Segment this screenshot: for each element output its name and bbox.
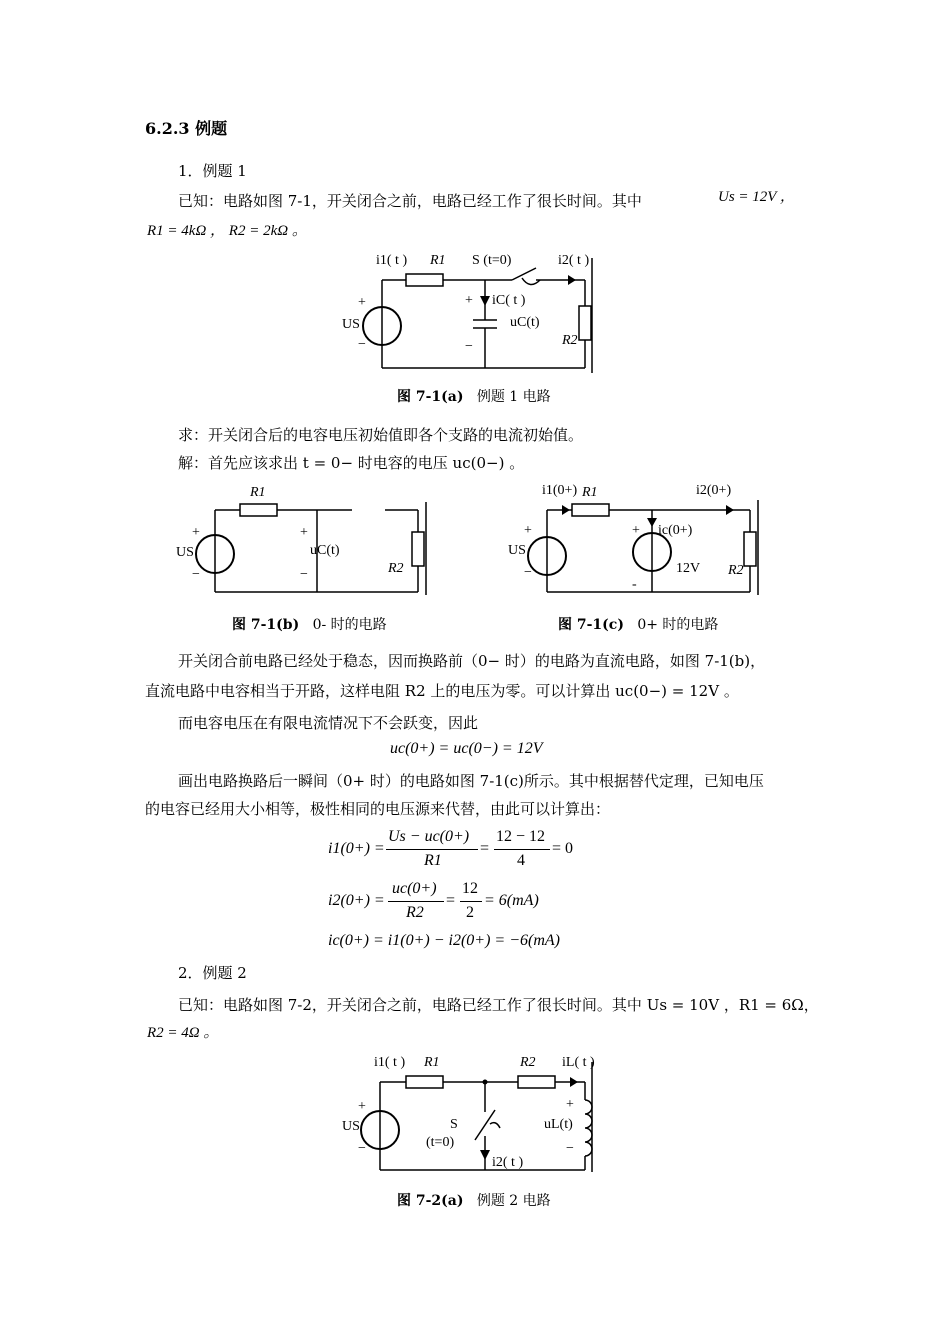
label-plus-l: + (566, 1097, 574, 1112)
label-minus-l: − (566, 1141, 574, 1156)
label-minus-c: − (300, 567, 308, 582)
label-us: US (342, 317, 360, 332)
label-uct: uC(t) (510, 315, 540, 330)
equation-i1-res: = 0 (552, 840, 574, 857)
figure-7-1c (502, 478, 772, 598)
example1-label: 1．例题 1 (178, 162, 247, 180)
label-i1t: i1( t ) (376, 253, 408, 268)
label-us: US (508, 543, 526, 558)
label-plus: + (358, 295, 366, 310)
label-r2: R2 (388, 561, 404, 576)
label-switch: S (t=0) (472, 253, 512, 268)
equals-i1: = (480, 840, 490, 857)
label-plus: + (524, 523, 532, 538)
label-minus: − (358, 1141, 366, 1156)
label-us: US (176, 545, 194, 560)
paragraph-3-line1: 画出电路换路后一瞬间（0+ 时）的电路如图 7-1(c)所示。其中根据替代定理，已知电压 (178, 772, 764, 790)
label-r2: R2 (520, 1055, 536, 1070)
figure-7-1a (330, 248, 610, 373)
paragraph-3-line2: 的电容已经用大小相等，极性相同的电压源来代替，由此可以计算出： (145, 800, 611, 818)
figure-7-1a-caption: 图 7-1(a) 例题 1 电路 (397, 389, 551, 405)
label-t0: (t=0) (426, 1135, 455, 1150)
equation-i2-lhs: i2(0+) = (328, 892, 385, 909)
equation-ic: ic(0+) = i1(0+) − i2(0+) = −6(mA) (328, 932, 560, 949)
example2-known-line1: 已知：电路如图 7-2，开关闭合之前，电路已经工作了很长时间。其中 Us = 10V ，R1 = 6Ω， (178, 996, 819, 1014)
equation-i2-num2: 12 (462, 880, 478, 897)
label-plus: + (192, 525, 200, 540)
label-minus: − (358, 337, 366, 352)
example1-known: 已知：电路如图 7-1，开关闭合之前，电路已经工作了很长时间。其中 (178, 192, 642, 210)
fraction-bar-i2 (388, 901, 444, 902)
label-r1: R1 (430, 253, 446, 268)
label-r1: R1 (582, 485, 598, 500)
paragraph-1-line2: 直流电路中电容相当于开路，这样电阻 R2 上的电压为零。可以计算出 uc(0−) = 12V 。 (145, 682, 739, 700)
label-ic-0p: ic(0+) (658, 523, 693, 538)
label-uct: uC(t) (310, 543, 340, 558)
label-r1: R1 (250, 485, 266, 500)
fraction-bar-i1b (494, 849, 550, 850)
label-minus: − (524, 565, 532, 580)
example2-known-line2: R2 = 4Ω 。 (147, 1025, 219, 1041)
equation-i1-num2: 12 − 12 (496, 828, 546, 845)
label-minus-c: − (465, 339, 473, 354)
equation-i2-den2: 2 (466, 904, 474, 921)
label-plus-c: + (632, 523, 640, 538)
example1-question: 求：开关闭合后的电容电压初始值即各个支路的电流初始值。 (178, 426, 584, 444)
equation-i1-den2: 4 (517, 852, 525, 869)
paragraph-2: 而电容电压在有限电流情况下不会跃变，因此 (178, 714, 479, 732)
figure-7-1b-caption: 图 7-1(b) 0- 时的电路 (232, 617, 387, 633)
label-i2t: i2( t ) (558, 253, 590, 268)
label-i1t: i1( t ) (374, 1055, 406, 1070)
example1-r-values: R1 = 4kΩ ， R2 = 2kΩ 。 (147, 223, 307, 239)
fraction-bar-i1 (386, 849, 478, 850)
figure-7-1c-caption: 图 7-1(c) 0+ 时的电路 (558, 617, 719, 633)
equation-i2-res: = 6(mA) (484, 892, 539, 909)
label-plus-c: + (300, 525, 308, 540)
label-minus: − (192, 567, 200, 582)
label-plus: + (358, 1099, 366, 1114)
example1-us: Us = 12V ， (718, 189, 795, 205)
fraction-bar-i2b (460, 901, 482, 902)
label-plus-c: + (465, 293, 473, 308)
label-i1-0p: i1(0+) (542, 483, 578, 498)
example1-solution-intro: 解：首先应该求出 t = 0− 时电容的电压 uc(0−) 。 (178, 454, 525, 472)
label-r2: R2 (728, 563, 744, 578)
equation-i2-den: R2 (406, 904, 424, 921)
label-ict: iC( t ) (492, 293, 526, 308)
equation-i1-den: R1 (424, 852, 442, 869)
equation-i1-num: Us − uc(0+) (388, 828, 470, 845)
example2-label: 2．例题 2 (178, 964, 247, 982)
equation-uc: uc(0+) = uc(0−) = 12V (390, 740, 543, 757)
equation-i1-lhs: i1(0+) = (328, 840, 385, 857)
label-ult: uL(t) (544, 1117, 573, 1132)
figure-7-1b (170, 480, 440, 598)
label-r2: R2 (562, 333, 578, 348)
equation-i2-num: uc(0+) (392, 880, 437, 897)
label-ilt: iL( t ) (562, 1055, 595, 1070)
label-i2-0p: i2(0+) (696, 483, 732, 498)
label-i2t: i2( t ) (492, 1155, 524, 1170)
figure-7-2a-caption: 图 7-2(a) 例题 2 电路 (397, 1193, 551, 1209)
label-r1: R1 (424, 1055, 440, 1070)
label-dash: - (632, 577, 637, 592)
label-12v: 12V (676, 561, 701, 576)
paragraph-1-line1: 开关闭合前电路已经处于稳态，因而换路前（0− 时）的电路为直流电路，如图 7-1(b)， (178, 652, 766, 670)
figure-7-2a (330, 1050, 610, 1178)
label-us: US (342, 1119, 360, 1134)
label-switch: S (450, 1117, 458, 1132)
equals-i2: = (446, 892, 456, 909)
section-title: 6.2.3 例题 (145, 119, 228, 138)
